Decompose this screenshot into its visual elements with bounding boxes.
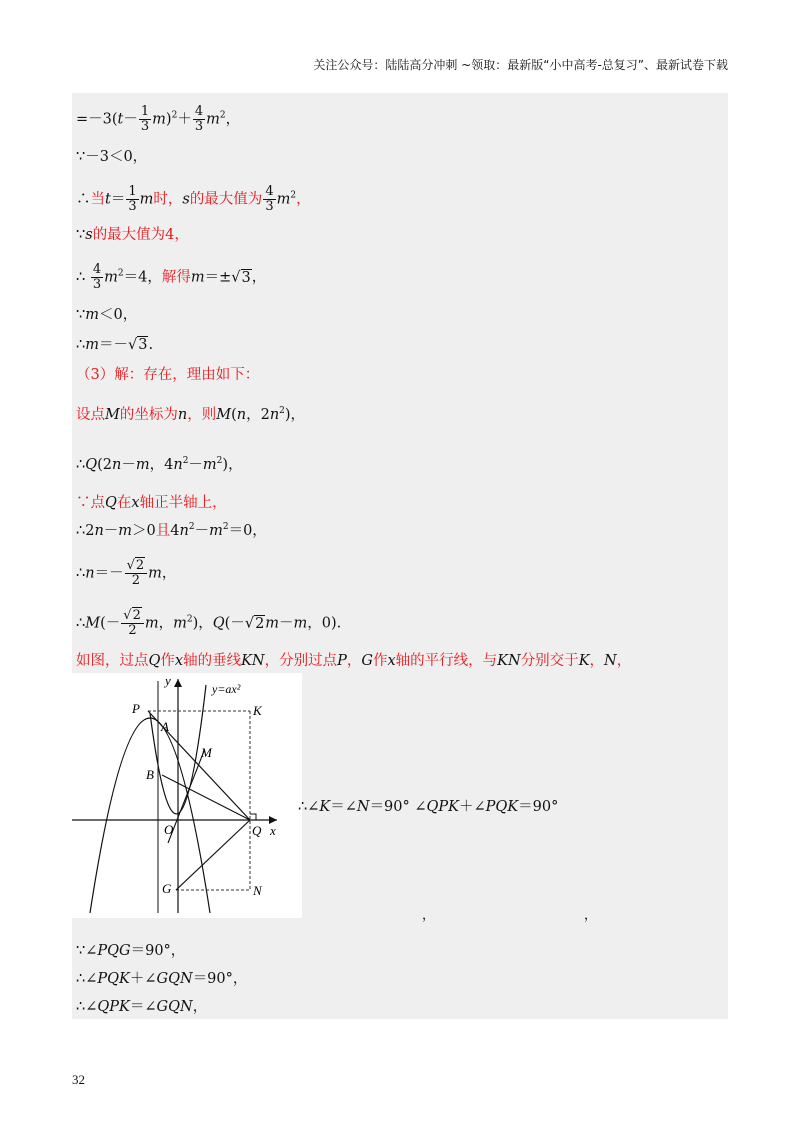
var: G <box>361 653 373 669</box>
fraction <box>139 105 151 134</box>
text: ＝－ <box>94 565 124 582</box>
text: ＋∠ <box>129 971 157 987</box>
var: m <box>202 457 217 473</box>
denominator: 3 <box>92 277 102 292</box>
var: Q <box>105 495 117 511</box>
var: Q <box>212 615 225 632</box>
text: ，0). <box>307 615 342 632</box>
var: n <box>177 407 188 423</box>
line-5: ∴ $\frac{4}{3}$ $m^2=4$，解得m＝±√3， <box>76 262 267 292</box>
text: ＝90° ∠ <box>369 799 427 815</box>
var: n <box>269 407 280 423</box>
var: m <box>148 565 162 582</box>
label-q: Q <box>252 823 262 838</box>
line-3 <box>76 185 311 214</box>
label-a: A <box>161 719 169 734</box>
text: 轴的平行线，与 <box>395 653 498 669</box>
stray-comma-1: ， <box>422 908 436 923</box>
text: ∴2 <box>76 523 95 539</box>
text: (2 <box>97 457 113 473</box>
exponent: 2 <box>117 268 124 279</box>
text: ∵ <box>76 307 86 323</box>
fraction <box>91 263 103 292</box>
var: n <box>173 457 183 473</box>
label-o: O <box>164 822 174 837</box>
var: x <box>387 653 396 669</box>
line-12 <box>76 521 267 541</box>
line-1 <box>76 105 240 134</box>
var: K <box>319 799 331 815</box>
text: 作 <box>372 653 388 669</box>
var: m <box>276 191 291 208</box>
line-13 <box>76 559 176 588</box>
text: － <box>188 457 203 473</box>
text: ∴∠ <box>298 799 320 815</box>
text: 当 <box>90 191 105 208</box>
text: － <box>103 523 119 539</box>
text: ∴∠ <box>76 971 98 987</box>
text: ， <box>346 653 362 669</box>
fraction <box>125 559 148 588</box>
radicand: 2 <box>255 615 265 632</box>
var: n <box>179 523 189 539</box>
var: QPK <box>97 999 130 1015</box>
label-k: K <box>253 703 262 718</box>
radicand: 3 <box>241 269 251 286</box>
text: ＝－ <box>98 337 128 353</box>
exponent: 2 <box>216 456 223 467</box>
numerator: √2 <box>121 609 144 624</box>
var: GQN <box>156 971 193 987</box>
text: ∴ <box>76 269 90 286</box>
text: ＞0 <box>132 523 156 539</box>
page-header: 关注公众号：陆陆高分冲刺 ~领取：最新版“小中高考-总复习”、最新试卷下载 <box>313 58 728 72</box>
text: )， <box>284 407 306 423</box>
var: m <box>173 615 187 632</box>
var: KN <box>241 653 265 669</box>
var: PQG <box>97 943 131 959</box>
var: M <box>216 407 232 423</box>
text: ， <box>158 615 174 632</box>
text: 的最大值为 <box>189 191 263 208</box>
var: m <box>144 615 159 632</box>
line-18 <box>76 969 247 989</box>
var: m <box>139 191 154 208</box>
text: ∵点 <box>76 495 105 511</box>
var: s <box>85 227 93 243</box>
radicand: 2 <box>132 608 141 623</box>
var: s <box>182 191 190 208</box>
text: ＝ <box>110 191 126 208</box>
var: PQK <box>97 971 130 987</box>
solution-area <box>72 93 728 1019</box>
label-p: P <box>132 701 140 716</box>
var: N <box>604 653 617 669</box>
text: ，则 <box>187 407 217 423</box>
var: m <box>152 111 166 128</box>
text: ∴ <box>76 191 91 208</box>
denominator: 3 <box>140 119 150 134</box>
text: ， <box>589 653 605 669</box>
text: ＝4， <box>123 269 162 286</box>
var: P <box>337 653 347 669</box>
text: ， <box>225 111 241 128</box>
line-2: ∵－3＜0， <box>76 149 148 165</box>
text: ∵∠ <box>76 943 98 959</box>
text: ＋ <box>177 111 192 128</box>
geometry-figure <box>72 673 302 918</box>
var: QPK <box>426 799 460 815</box>
denominator: 3 <box>194 119 204 134</box>
text: 的坐标为 <box>119 407 178 423</box>
text: ， <box>251 269 267 286</box>
label-g: G <box>162 881 172 896</box>
exponent: 2 <box>186 614 193 625</box>
text: ∴ <box>76 615 86 632</box>
var: m <box>190 269 205 286</box>
var: n <box>94 523 104 539</box>
text: (－ <box>224 615 245 632</box>
text: (－ <box>100 615 121 632</box>
text: 解得 <box>161 269 191 286</box>
text: ＝90° <box>518 799 559 815</box>
label-curve: y=ax² <box>212 682 241 696</box>
var: GQN <box>156 999 193 1015</box>
numerator: 1 <box>140 104 150 119</box>
fraction <box>193 105 205 134</box>
var: m <box>135 457 150 473</box>
line-9 <box>76 405 305 425</box>
text: ∵ <box>76 227 86 243</box>
var: m <box>85 307 99 323</box>
text: ＝90°， <box>130 943 186 959</box>
line-6 <box>76 305 137 325</box>
text: 的最大值为4， <box>92 227 189 243</box>
text: ＝0， <box>228 523 267 539</box>
exponent: 2 <box>219 110 226 121</box>
text: ) <box>165 111 172 128</box>
var: K <box>578 653 590 669</box>
line-14: ∴M(－ $\frac{√2}{2}$ m，$m^2$)，Q(－√2m－m，0). <box>76 608 342 638</box>
label-y: y <box>165 673 171 688</box>
line-19 <box>76 997 207 1017</box>
var: n <box>236 407 247 423</box>
var: n <box>112 457 122 473</box>
var: x <box>131 495 140 511</box>
text: 4 <box>170 523 180 539</box>
text: ，4 <box>149 457 174 473</box>
var: t <box>105 191 111 208</box>
numerator: 1 <box>128 184 137 199</box>
exponent: 2 <box>188 522 195 533</box>
line-4 <box>76 225 189 245</box>
numerator: √2 <box>125 559 148 574</box>
text: 时， <box>153 191 183 208</box>
line-7: ∴m＝－√3. <box>76 337 154 353</box>
var: x <box>174 653 184 669</box>
var: m <box>265 615 280 632</box>
var: M <box>105 407 120 423</box>
denominator: 2 <box>131 573 140 588</box>
var: m <box>85 337 99 353</box>
var: Q <box>85 457 98 473</box>
text: － <box>123 111 138 128</box>
numerator: 4 <box>194 104 204 119</box>
text: ， <box>616 653 632 669</box>
line-8: （3）解：存在，理由如下： <box>76 367 260 383</box>
line-17 <box>76 941 185 961</box>
var: n <box>85 565 95 582</box>
text: 轴的垂线 <box>183 653 242 669</box>
line-16 <box>298 795 558 816</box>
text: ， <box>296 191 311 208</box>
var: M <box>85 615 101 632</box>
var: m <box>206 111 220 128</box>
text: 且 <box>155 523 171 539</box>
line-10 <box>76 455 243 475</box>
exponent: 2 <box>279 406 285 417</box>
numerator: 4 <box>92 262 102 277</box>
var: PQK <box>485 799 519 815</box>
exponent: 2 <box>222 522 229 533</box>
stray-comma-2: ， <box>584 908 598 923</box>
label-m: M <box>201 745 212 760</box>
text: － <box>194 523 210 539</box>
radicand: 2 <box>135 558 145 573</box>
text: 分别交于 <box>520 653 579 669</box>
var: m <box>104 269 118 286</box>
denominator: 2 <box>128 623 137 638</box>
text: ( <box>231 407 237 423</box>
text: ∴ <box>76 457 86 473</box>
line-15 <box>76 651 631 671</box>
exponent: 2 <box>290 190 297 201</box>
numerator: 4 <box>265 184 274 199</box>
label-b: B <box>146 767 154 782</box>
text: =－3( <box>76 111 118 128</box>
var: t <box>117 111 124 128</box>
var: KN <box>497 653 521 669</box>
text: 轴正半轴上， <box>139 495 227 511</box>
fraction <box>121 609 144 638</box>
text: 作 <box>160 653 175 669</box>
fraction <box>126 185 138 214</box>
text: 如图，过点 <box>76 653 149 669</box>
text: )， <box>222 457 243 473</box>
text: ， <box>192 999 208 1015</box>
exponent: 2 <box>182 456 189 467</box>
text: . <box>148 337 154 353</box>
text: ∴∠ <box>76 999 98 1015</box>
text: )， <box>192 615 213 632</box>
var: N <box>356 799 370 815</box>
text: ，2 <box>246 407 270 423</box>
text: ＝± <box>204 269 232 286</box>
text: ＜0， <box>98 307 138 323</box>
denominator: 3 <box>265 199 274 214</box>
text: ＝90°， <box>192 971 248 987</box>
exponent: 2 <box>171 110 178 121</box>
var: Q <box>148 653 161 669</box>
text: ，分别过点 <box>264 653 338 669</box>
text: 在 <box>116 495 132 511</box>
denominator: 3 <box>128 199 137 214</box>
text: － <box>121 457 136 473</box>
text: ∴ <box>76 565 86 582</box>
line-11 <box>76 493 227 513</box>
text: ＝∠ <box>129 999 157 1015</box>
var: m <box>293 615 308 632</box>
var: m <box>118 523 133 539</box>
label-x: x <box>270 823 276 838</box>
text: ＝∠ <box>330 799 357 815</box>
text: 设点 <box>76 407 105 423</box>
label-n: N <box>253 883 262 898</box>
text: ＋∠ <box>459 799 486 815</box>
var: m <box>209 523 223 539</box>
text: ∴ <box>76 337 86 353</box>
page-number: 32 <box>72 1072 85 1087</box>
fraction <box>263 185 275 214</box>
text: － <box>279 615 294 632</box>
text: ， <box>161 565 177 582</box>
radicand: 3 <box>138 337 148 353</box>
